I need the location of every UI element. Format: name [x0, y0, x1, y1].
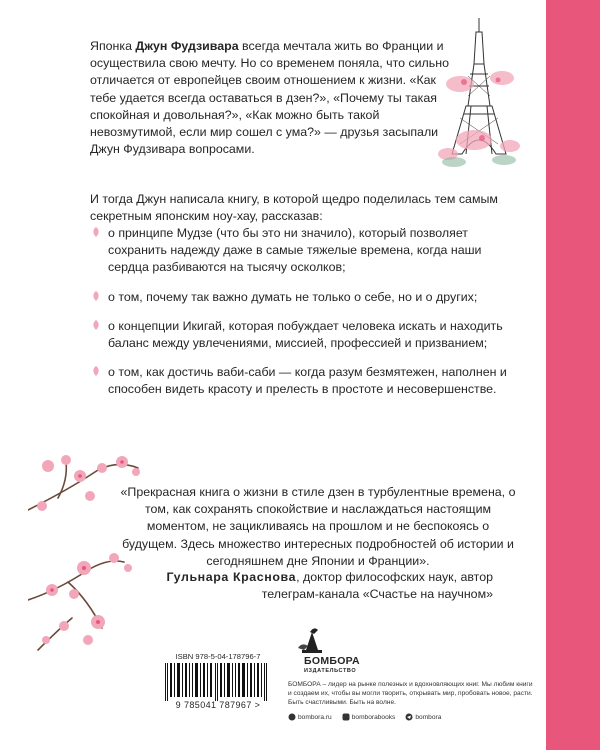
feature-list — [108, 225, 508, 411]
vk-link-label: bomborabooks — [351, 713, 396, 721]
list-item — [108, 225, 508, 277]
list-item-text: о концепции Икигай, которая побуждает человека искать и находить баланс между увлечениями, миссией, профессией и призванием; — [108, 318, 503, 351]
lead-sentence: И тогда Джун написала книгу, в которой щедро поделилась тем самым секретным японским ноу-хау, рассказав: — [90, 192, 498, 224]
telegram-link-label: bombora — [415, 713, 442, 721]
list-item-text: о принципе Мудзе (что бы это ни значило), который позволяет сохранить надежду даже в самые тяжелые времена, когда наши сердца разбиваются на тысячу осколков; — [108, 226, 482, 275]
review-signature — [118, 569, 493, 603]
reviewer-channel: телеграм-канала «Счастье на научном» — [261, 587, 493, 602]
publisher-links — [288, 713, 538, 721]
intro-text-rest: во Франции и осуществила свою мечту. Но со временем поняла, что сильно отличается от европейцев своим отношением к жизни. «Как тебе удается всегда оставаться в дзен?», «Почему ты такая спокойная и довольная?», «Как можно быть такой невозмутимой, если мир сошел с ума?» — друзья засыпали Джун Фудзивара вопросами. — [90, 39, 449, 157]
sakura-petal-icon — [90, 290, 102, 302]
isbn-barcode — [159, 652, 277, 712]
intro-paragraph — [90, 38, 450, 158]
publisher-name: БОМБОРА — [304, 655, 360, 667]
list-item-text: о том, как достичь ваби-саби — когда разум безмятежен, наполнен и способен видеть красоту и прелесть в простоте и несовершенстве. — [108, 365, 507, 397]
intro-text-start: Японка — [90, 39, 136, 53]
barcode-graphic — [163, 663, 273, 701]
list-item — [108, 289, 508, 306]
sakura-petal-icon — [90, 365, 102, 377]
website-link[interactable] — [288, 713, 332, 721]
isbn-label: ISBN 978-5-04-178796-7 — [175, 652, 261, 661]
pink-spine-bar — [546, 0, 600, 750]
vk-link[interactable] — [342, 713, 396, 721]
telegram-icon — [405, 713, 413, 721]
list-item-text: о том, почему так важно думать не только о себе, но и о других; — [108, 289, 478, 304]
sakura-petal-icon — [90, 226, 102, 238]
review-quote: «Прекрасная книга о жизни в стиле дзен в турбулентные времена, о том, как сохранять спокойствие и наслаждаться настоящим моментом, не зацикливаясь на прошлом и не беспокоясь о будущем. Здесь множество интересных подробностей об истории и сегодняшнем дне Японии и Франции». — [120, 485, 516, 568]
barcode-digits: 9 785041 787967 > — [175, 700, 261, 710]
intro-text-line1-end: всегда мечтала жить — [238, 39, 362, 53]
website-link-label: bombora.ru — [298, 713, 332, 721]
reviewer-name: Гульнара Краснова — [166, 570, 297, 584]
telegram-link[interactable] — [405, 713, 441, 721]
sakura-petal-icon — [90, 319, 102, 331]
author-name: Джун Фудзивара — [135, 39, 239, 53]
publisher-subtitle: ИЗДАТЕЛЬСТВО — [304, 668, 357, 674]
reviewer-title: , доктор философских наук, автор — [296, 570, 493, 584]
list-item — [108, 364, 508, 398]
publisher-description: БОМБОРА – лидер на рынке полезных и вдохновляющих книг. Мы любим книги и создаем их, чтобы вы могли творить, открывать мир, пробовать новое, расти. Быть счастливыми. Быть на волне. — [288, 681, 533, 706]
vk-icon — [342, 713, 350, 721]
list-item — [108, 318, 508, 352]
globe-icon — [288, 713, 296, 721]
